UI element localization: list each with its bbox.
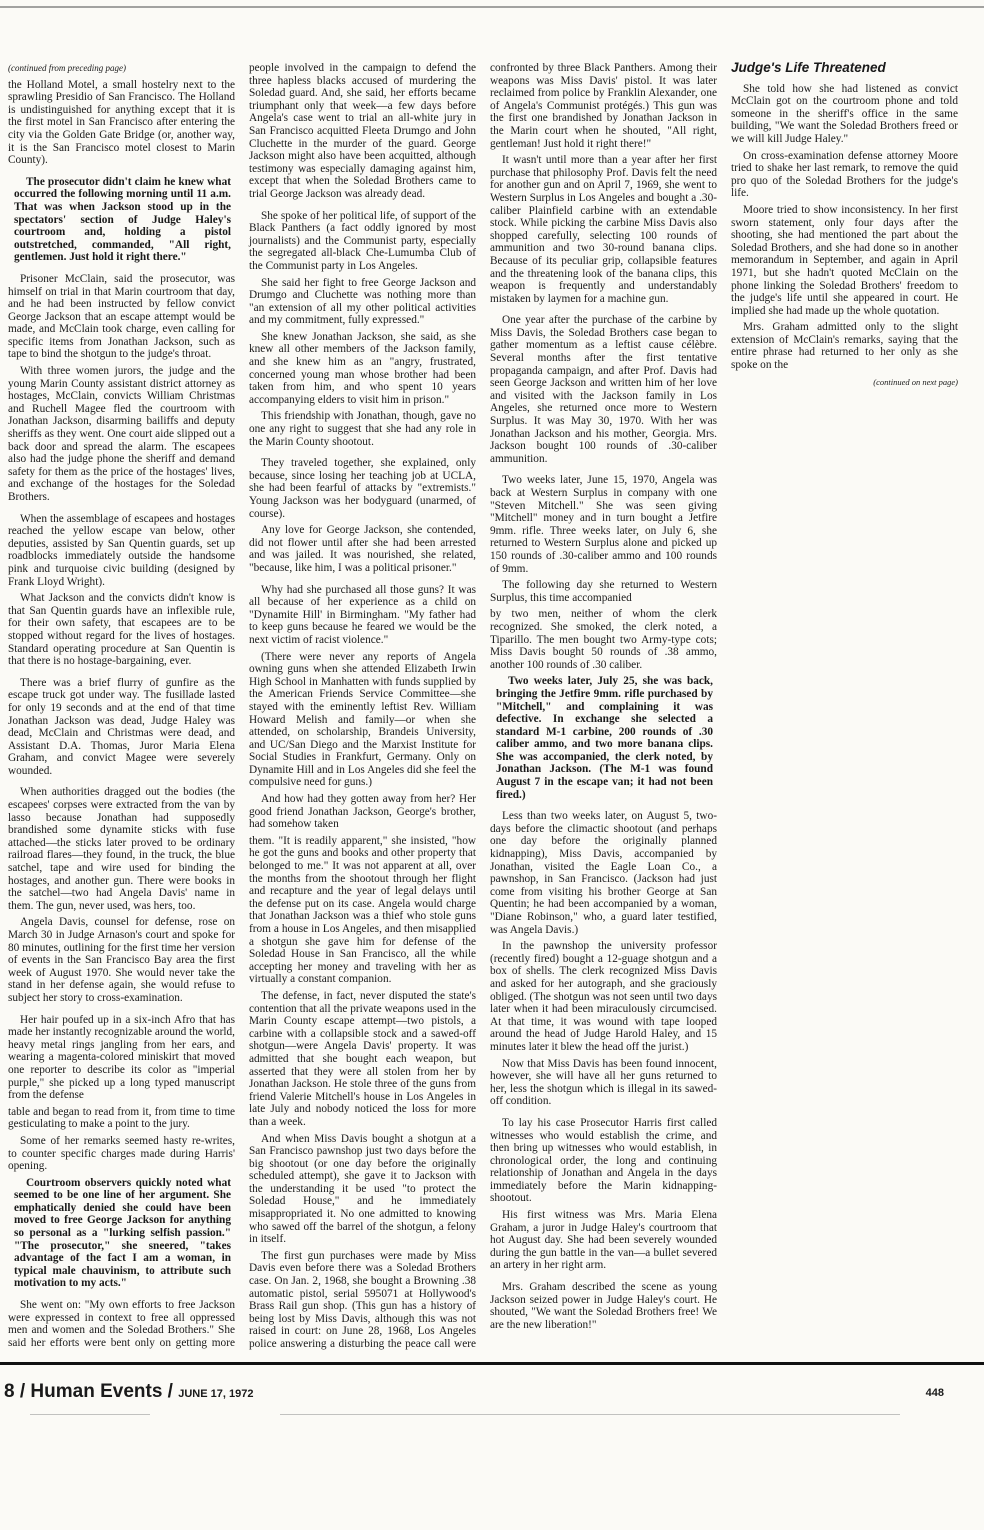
article-paragraph: The defense, in fact, never disputed the state's contention that all the private weapons used in the Marin County escape attempt—two pistols, a carbine with a collapsible stock and a sawed-off shotgun—were Angela Davis' property. It was admitted that she bought each weapon, but asserted that they were all stolen from her by Jonathan Jackson. He stole three of the guns from friend Valerie Mitchell's house in Los Angeles in late July and nobody noticed the loss for more than a week. (249, 989, 476, 1128)
article-paragraph: Any love for George Jackson, she contended, did not flower until after she had been arrested and was jailed. It was nourished, she related, "because, like him, I was a political prisoner." (249, 524, 476, 574)
pull-quote-paragraph: Two weeks later, July 25, she was back, bringing the Jetfire 9mm. rifle purchased by "Mitchell," and complaining it was defective. In exchange she selected a standard M-1 carbine, 200 rounds of .30 caliber ammo, and two more banana clips. She was accompanied, the clerk noted, by Jonathan Jackson. (The M-1 was found August 7 in the escape van; it had not been fired.) (496, 675, 713, 801)
article-paragraph: by two men, neither of whom the clerk recognized. She smoked, the clerk noted, a Tiparillo. The men bought two Army-type cots; Miss Davis bought 50 rounds of .38 ammo, another 100 rounds of .30 caliber. (490, 608, 717, 671)
article-paragraph: Moore tried to show inconsistency. In her first sworn statement, only four days after the shooting, she had mentioned the part about the Soledad Brothers, and she had done so in another memorandum in September, and again in April 1971, but she hadn't quoted McClain on the phone linking the Soledad Brothers' freedom to the judge's life until she appeared in court. He implied she had made up the whole quotation. (731, 203, 958, 317)
article-paragraph: Some of her remarks seemed hasty re-writes, to counter specific charges made during Harris' opening. (8, 1134, 235, 1173)
article-paragraph: She went on: "My own efforts to free Jackson were expressed in context to free all oppressed men and women and the Soledad Brothers." She said her efforts were bent only on getting more people involved in the campaign to defend the three hapless blacks accused of murdering the Soledad guard. And, she said, her efforts became triumphant only that week—a few days before Angela's case went to trial an all-white jury in San Francisco acquitted Fleeta Drumgo and John Cluchette in the murder of the guard. George Jackson might also have been acquitted, although testimony was especially damaging against him, except that when the Soledad Brothers came to trial George Jackson was already dead. (8, 62, 476, 1349)
article-body (8, 62, 958, 1357)
article-paragraph: What Jackson and the convicts didn't know is that San Quentin guards have an inflexible rule, for their own safety, that escapees are to be stopped without regard for the lives of hostages. Standard operating procedure at San Quentin is that there is no hostage-bargaining, ever. (8, 592, 235, 668)
footer-rule (0, 1362, 984, 1365)
article-paragraph: She said her fight to free George Jackson and Drumgo and Cluchette was nothing more than "an extension of all my other political activities and my commitment, fully expressed." (249, 276, 476, 327)
scan-mark (30, 1414, 150, 1415)
article-paragraph: table and began to read from it, from time to time gesticulating to make a point to the jury. (8, 1105, 235, 1131)
page-number: 448 (925, 1387, 944, 1399)
article-paragraph: One year after the purchase of the carbine by Miss Davis, the Soledad Brothers case began to gather momentum as a leftist cause célèbre. Several months after the first tentative propaganda campaign, and after Prof. Davis had seen George Jackson and written him of her love and visited with the Jackson family in Los Angeles, she returned once more to Western Surplus. It was May 30, 1970. With her was Jonathan Jackson and his mother, Georgia. Mrs. Jackson bought 100 rounds of .30-caliber ammunition. (490, 314, 717, 465)
article-paragraph: The first gun purchases were made by Miss Davis even before there was a Soledad Brothers case. On Jan. 2, 1968, she bought a Browning .38 automatic pistol, serial 595071 at Hollywood's Brass Rail gun shop. (This gun has a history of being lost by Miss Davis, although this was not raised in court: on June 28, 1968, Los Angeles police answering a disturbing the peace call were confronted by three Black Panthers. Among their weapons was Miss Davis' pistol. It was later reclaimed from police by Franklin Alexander, one of Angela's Communist protégés.) This gun was the first one brandished by Jonathan Jackson in the Marin court when he shouted, "All right, gentleman! Just hold it right there!" (249, 62, 717, 1350)
article-paragraph: (There were never any reports of Angela owning guns when she attended Elizabeth Irwin High School in Manhatten with funds supplied by the American Friends Service Committee—she stayed with the eminently leftist Rev. William Howard Melish and family—or when she attended, on scholarship, Brandeis University, and UC/San Diego and the Marxist Institute for Social Studies in Frankfurt, Germany. Only on Dynamite Hill and in Los Angeles did she feel the compulsive need for guns.) (249, 650, 476, 789)
article-paragraph: In the pawnshop the university professor (recently fired) bought a 12-guage shotgun and a box of shells. The clerk recognized Miss Davis and asked for her autograph, and she graciously obliged. (The shotgun was not seen until two days later when it had been miraculously circumcised. At that time, it was wound with tape looped around the head of Judge Harold Haley, and 15 minutes later it blew the head off the jurist.) (490, 940, 717, 1053)
article-paragraph: To lay his case Prosecutor Harris first called witnesses who would establish the crime, and then bring up witnesses who would establish, in chronological order, the long and continuing relationship of Jonathan and Angela in the days immediately before the Marin kidnapping-shootout. (490, 1116, 717, 1205)
article-paragraph: Mrs. Graham described the scene as young Jackson seized power in Judge Haley's court. He shouted, "We want the Soledad Brothers free! We are the new liberation!" (490, 1281, 717, 1331)
continued-from-label: (continued from preceding page) (8, 63, 127, 73)
scan-mark (280, 1414, 900, 1415)
article-paragraph: the Holland Motel, a small hostelry next to the sprawling Presidio of San Francisco. The Holland is undistinguished for anything except that it is the first motel in San Francisco after entering the city via the Golden Gate Bridge (or, another way, it is the San Francisco motel closest to Marin County). (8, 78, 235, 167)
article-paragraph: Her hair poufed up in a six-inch Afro that has made her instantly recognizable around the world, heavy metal rings jangling from her ears, and wearing a magenta-colored miniskirt that moved one reporter to describe its color as "imperial purple," she picked up a long typed manuscript from the defense (8, 1013, 235, 1102)
article-paragraph: them. "It is readily apparent," she insisted, "how he got the guns and books and other property that belonged to me." It was not apparent at all, over the months from the shootout through her flight and recapture and the year of legal delays until the defense put on its case. Angela would charge that Jonathan Jackson was a thief who stole guns from a house in Los Angeles, and then misapplied a shotgun she gave him for defense of the Soledad House in San Francisco, all the while accepting her money and traveling with her as virtually a constant companion. (249, 834, 476, 986)
pull-quote-paragraph: Courtroom observers quickly noted what seemed to be one line of her argument. She emphatically denied she could have been moved to free George Jackson for anything so personal as a "lurking selfish passion." "The prosecutor," she sneered, "takes advantage of the fact I am a woman, in typical male chauvinism, to attribute such motivation to my acts." (14, 1176, 231, 1290)
article-paragraph: And how had they gotten away from her? Her good friend Jonathan Jackson, George's brother, had somehow taken (249, 793, 476, 831)
article-columns (8, 62, 958, 1357)
article-paragraph: And when Miss Davis bought a shotgun at a San Francisco pawnshop just two days before the big shootout (or one day before the originally scheduled attempt), she gave it to Jackson with the understanding it be used "to protect the Soledad House," and he immediately misappropriated it. No one admitted to knowing who sawed off the barrel of the shotgun, a felony in itself. (249, 1132, 476, 1246)
article-paragraph: Less than two weeks later, on August 5, two-days before the climactic shootout (and perhaps one day before the originally planned kidnapping), Miss Davis, accompanied by Jonathan, visited the Eagle Loan Co., a pawnshop, in San Francisco. (Jackson had just come from visiting his brother George at San Quentin; he had been accompanied by a woman, "Diane Robinson," who, a guard later testified, was Angela Davis.) (490, 810, 717, 936)
article-paragraph: On cross-examination defense attorney Moore tried to shake her last remark, to remove the quid pro quo of the Soledad Brothers for the judge's life. (731, 149, 958, 200)
article-paragraph: When authorities dragged out the bodies (the escapees' corpses were extracted from the van by lasso because Jonathan had supposedly brandished some dynamite sticks with fuse attached—the sticks later proved to be ordinary railroad flares—they found, in the truck, the blue satchel, tape and wire used for binding the hostages, and another gun. There were books in the satchel—two had Angela Davis' name in them. The gun, never used, was hers, too. (8, 786, 235, 912)
article-paragraph: When the assemblage of escapees and hostages reached the yellow escape van below, other deputies, assisted by San Quentin guards, set up roadblocks immediately outside the handsome pink and turquoise civic building (designed by Frank Lloyd Wright). (8, 512, 235, 588)
section-label: 8 / Human Events / (4, 1381, 173, 1402)
section-heading: Judge's Life Threatened (731, 62, 886, 75)
article-paragraph: She knew Jonathan Jackson, she said, as she knew all other members of the Jackson family, and she knew him as an "angry, frustrated, concerned young man whose brother had been taken from him, and who spent 10 years accompanying elders to visit him in prison." (249, 330, 476, 406)
article-paragraph: There was a brief flurry of gunfire as the escape truck got under way. The fusillade lasted for only 19 seconds and at the end of that time Jonathan Jackson was dead, Judge Haley was dead, McClain and Christmas were dead, and Assistant D.A. Thomas, Juror Maria Elena Graham, and convict Magee were severely wounded. (8, 676, 235, 777)
article-paragraph: It wasn't until more than a year after her first purchase that philosophy Prof. Davis felt the need for another gun and on April 7, 1969, she went to Western Surplus in Los Angeles and bought a .30-caliber Plainfield carbine with an extendable stock. While picking the carbine Miss Davis also shopped carefully, selecting 100 rounds of ammunition and two 30-round banana clips. Because of its peculiar grip, collapsible features and the threatening look of the banana clips, this weapon is frequently and understandably mistaken by laymen for a machine gun. (490, 154, 717, 305)
issue-date: JUNE 17, 1972 (178, 1388, 254, 1400)
article-paragraph: They traveled together, she explained, only because, since losing her teaching job at UCLA, she had been fearful of attacks by "extremists." Young Jackson was her bodyguard (unarmed, of course). (249, 457, 476, 520)
article-paragraph: She told how she had listened as convict McClain got on the courtroom phone and told someone in the sheriff's office in the same building, "We want the Soledad Brothers freed or we will kill Judge Haley." (731, 82, 958, 145)
article-paragraph: His first witness was Mrs. Maria Elena Graham, a juror in Judge Haley's courtroom that hot August day. She had been severely wounded during the gun battle in the van—a bullet severed an artery in her right arm. (490, 1209, 717, 1272)
article-paragraph: With three women jurors, the judge and the young Marin County assistant district attorney as hostages, McClain, convicts William Christmas and Ruchell Magee fled the courtroom with Jonathan Jackson, disarming bailiffs and deputy sheriffs as they went. One court aide slipped out a back door and spread the alarm. The escapees also had the judge phone the sheriff and demand safety for them as the price of the hostages' lives, and exchange of the hostages for the Soledad Brothers. (8, 365, 235, 503)
top-rule (0, 6, 984, 8)
article-paragraph: Prisoner McClain, said the prosecutor, was himself on trial in that Marin courtroom that day, and he had been instructed by fellow convict George Jackson that an escape attempt would be made, and McClain took charge, even calling for specific items from Jonathan Jackson, such as tape to bind the shotgun to the judge's throat. (8, 272, 235, 361)
page-footer (0, 1367, 984, 1407)
article-paragraph: She spoke of her political life, of support of the Black Panthers (a fact oddly ignored by most journalists) and the Communist party, especially the segregated all-black Che-Lumumba Club of the Communist party in Los Angeles. (249, 209, 476, 272)
publication-name (4, 1381, 253, 1403)
pull-quote-paragraph: The prosecutor didn't claim he knew what occurred the following morning until 11 a.m. That was when Jackson stood up in the spectators' section of Judge Haley's courtroom and, holding a pistol outstretched, commanded, "All right, gentlemen. Just hold it right there." (14, 175, 231, 264)
continued-next-label: (continued on next page) (873, 376, 958, 387)
article-paragraph: Angela Davis, counsel for defense, rose on March 30 in Judge Arnason's court and spoke for 80 minutes, outlining for the first time her version of events in the San Francisco Bay area the first week of August 1970. She would never take the stand in her defense again, she would refuse to subject her story to cross-examination. (8, 916, 235, 1004)
article-paragraph: The following day she returned to Western Surplus, this time accompanied (490, 579, 717, 604)
article-paragraph: Why had she purchased all those guns? It was all because of her experience as a child on "Dynamite Hill' in Birmingham. "My father had to keep guns because he feared we would be the next victim of racist violence." (249, 583, 476, 646)
article-paragraph: Mrs. Graham admitted only to the slight extension of McClain's remarks, saying that the entire phrase had returned to her only as she spoke on the (731, 321, 958, 372)
article-paragraph: This friendship with Jonathan, though, gave no one any right to suggest that she had any role in the Marin County shootout. (249, 410, 476, 448)
article-paragraph: Now that Miss Davis has been found innocent, however, she will have all her guns returned to her, less the shotgun which is illegal in its sawed-off condition. (490, 1057, 717, 1108)
article-paragraph: Two weeks later, June 15, 1970, Angela was back at Western Surplus in company with one "Steven Mitchell." She was seen giving "Mitchell" money and in turn bought a Jetfire 9mm. rifle. Three weeks later, on July 6, she returned to Western Surplus alone and picked up 150 rounds of .30-caliber ammo and 100 rounds of 9mm. (490, 474, 717, 575)
